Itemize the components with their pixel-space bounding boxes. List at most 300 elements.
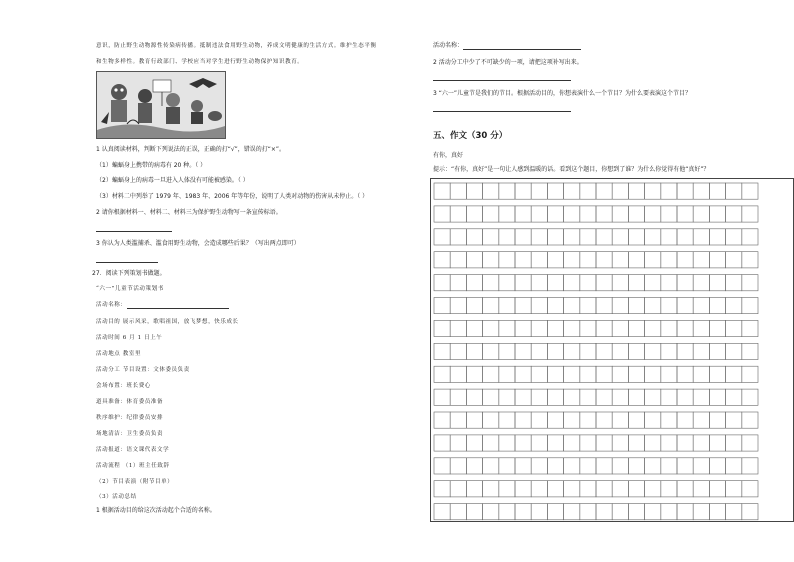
grid-cell[interactable] [612, 458, 628, 474]
grid-cell[interactable] [628, 458, 644, 474]
grid-cell[interactable] [661, 275, 677, 291]
grid-cell[interactable] [531, 252, 547, 268]
grid-cell[interactable] [531, 504, 547, 520]
grid-cell[interactable] [628, 412, 644, 428]
grid-cell[interactable] [661, 504, 677, 520]
grid-cell[interactable] [709, 366, 725, 382]
grid-cell[interactable] [612, 412, 628, 428]
grid-cell[interactable] [499, 252, 515, 268]
grid-cell[interactable] [531, 389, 547, 405]
grid-cell[interactable] [661, 183, 677, 199]
grid-cell[interactable] [677, 412, 693, 428]
grid-cell[interactable] [645, 320, 661, 336]
grid-cell[interactable] [645, 183, 661, 199]
grid-cell[interactable] [515, 275, 531, 291]
grid-cell[interactable] [742, 343, 758, 359]
grid-cell[interactable] [515, 206, 531, 222]
grid-cell[interactable] [434, 389, 450, 405]
grid-cell[interactable] [709, 458, 725, 474]
grid-cell[interactable] [628, 252, 644, 268]
answer-line[interactable] [433, 111, 571, 112]
grid-cell[interactable] [612, 389, 628, 405]
grid-cell[interactable] [515, 412, 531, 428]
grid-cell[interactable] [628, 343, 644, 359]
grid-cell[interactable] [596, 389, 612, 405]
grid-cell[interactable] [515, 298, 531, 314]
grid-cell[interactable] [693, 229, 709, 245]
grid-cell[interactable] [580, 343, 596, 359]
grid-cell[interactable] [709, 389, 725, 405]
grid-cell[interactable] [483, 320, 499, 336]
grid-cell[interactable] [612, 183, 628, 199]
grid-cell[interactable] [564, 435, 580, 451]
grid-cell[interactable] [661, 229, 677, 245]
grid-cell[interactable] [645, 252, 661, 268]
grid-cell[interactable] [677, 183, 693, 199]
grid-cell[interactable] [726, 366, 742, 382]
grid-cell[interactable] [499, 412, 515, 428]
grid-cell[interactable] [580, 183, 596, 199]
grid-cell[interactable] [677, 366, 693, 382]
grid-cell[interactable] [709, 206, 725, 222]
grid-cell[interactable] [483, 229, 499, 245]
grid-cell[interactable] [434, 412, 450, 428]
grid-cell[interactable] [450, 366, 466, 382]
grid-cell[interactable] [466, 458, 482, 474]
grid-cell[interactable] [693, 504, 709, 520]
grid-cell[interactable] [580, 206, 596, 222]
grid-cell[interactable] [742, 481, 758, 497]
grid-cell[interactable] [450, 320, 466, 336]
grid-cell[interactable] [726, 298, 742, 314]
grid-cell[interactable] [547, 183, 563, 199]
grid-cell[interactable] [466, 183, 482, 199]
grid-cell[interactable] [483, 366, 499, 382]
grid-cell[interactable] [628, 366, 644, 382]
grid-cell[interactable] [466, 206, 482, 222]
grid-cell[interactable] [531, 206, 547, 222]
answer-line[interactable] [433, 80, 571, 81]
grid-cell[interactable] [726, 206, 742, 222]
grid-cell[interactable] [677, 320, 693, 336]
grid-cell[interactable] [628, 435, 644, 451]
grid-cell[interactable] [612, 435, 628, 451]
grid-cell[interactable] [693, 343, 709, 359]
grid-cell[interactable] [742, 206, 758, 222]
grid-cell[interactable] [596, 435, 612, 451]
grid-cell[interactable] [596, 504, 612, 520]
grid-cell[interactable] [596, 458, 612, 474]
grid-cell[interactable] [483, 504, 499, 520]
grid-cell[interactable] [515, 389, 531, 405]
grid-cell[interactable] [661, 320, 677, 336]
grid-cell[interactable] [709, 298, 725, 314]
grid-cell[interactable] [742, 252, 758, 268]
grid-cell[interactable] [693, 458, 709, 474]
grid-cell[interactable] [726, 183, 742, 199]
grid-cell[interactable] [531, 343, 547, 359]
grid-cell[interactable] [434, 275, 450, 291]
grid-cell[interactable] [434, 366, 450, 382]
grid-cell[interactable] [709, 504, 725, 520]
grid-cell[interactable] [645, 435, 661, 451]
grid-cell[interactable] [466, 275, 482, 291]
grid-cell[interactable] [645, 343, 661, 359]
grid-cell[interactable] [564, 481, 580, 497]
grid-cell[interactable] [466, 298, 482, 314]
grid-cell[interactable] [531, 366, 547, 382]
grid-cell[interactable] [434, 298, 450, 314]
grid-cell[interactable] [596, 252, 612, 268]
grid-cell[interactable] [499, 481, 515, 497]
grid-cell[interactable] [499, 229, 515, 245]
grid-cell[interactable] [450, 183, 466, 199]
grid-cell[interactable] [499, 504, 515, 520]
grid-cell[interactable] [499, 458, 515, 474]
grid-cell[interactable] [450, 389, 466, 405]
grid-cell[interactable] [466, 481, 482, 497]
grid-cell[interactable] [612, 366, 628, 382]
grid-cell[interactable] [661, 458, 677, 474]
grid-cell[interactable] [645, 504, 661, 520]
grid-cell[interactable] [628, 481, 644, 497]
grid-cell[interactable] [531, 320, 547, 336]
grid-cell[interactable] [434, 504, 450, 520]
grid-cell[interactable] [596, 229, 612, 245]
grid-cell[interactable] [677, 275, 693, 291]
grid-cell[interactable] [580, 389, 596, 405]
answer-line[interactable] [96, 262, 158, 263]
grid-cell[interactable] [693, 435, 709, 451]
grid-cell[interactable] [612, 252, 628, 268]
grid-cell[interactable] [547, 343, 563, 359]
grid-cell[interactable] [434, 183, 450, 199]
grid-cell[interactable] [628, 206, 644, 222]
grid-cell[interactable] [580, 252, 596, 268]
grid-cell[interactable] [531, 458, 547, 474]
grid-cell[interactable] [450, 435, 466, 451]
grid-cell[interactable] [499, 366, 515, 382]
grid-cell[interactable] [434, 320, 450, 336]
grid-cell[interactable] [450, 343, 466, 359]
grid-cell[interactable] [580, 229, 596, 245]
grid-cell[interactable] [645, 298, 661, 314]
grid-cell[interactable] [580, 412, 596, 428]
grid-cell[interactable] [531, 229, 547, 245]
grid-cell[interactable] [547, 298, 563, 314]
grid-cell[interactable] [709, 435, 725, 451]
grid-cell[interactable] [450, 229, 466, 245]
grid-cell[interactable] [645, 389, 661, 405]
grid-cell[interactable] [612, 320, 628, 336]
grid-cell[interactable] [564, 504, 580, 520]
grid-cell[interactable] [531, 183, 547, 199]
grid-cell[interactable] [515, 458, 531, 474]
grid-cell[interactable] [499, 275, 515, 291]
grid-cell[interactable] [628, 389, 644, 405]
grid-cell[interactable] [677, 389, 693, 405]
grid-cell[interactable] [515, 481, 531, 497]
grid-cell[interactable] [693, 320, 709, 336]
grid-cell[interactable] [450, 206, 466, 222]
grid-cell[interactable] [499, 343, 515, 359]
grid-cell[interactable] [580, 435, 596, 451]
grid-cell[interactable] [564, 343, 580, 359]
grid-cell[interactable] [596, 320, 612, 336]
grid-cell[interactable] [580, 458, 596, 474]
grid-cell[interactable] [531, 412, 547, 428]
composition-grid[interactable] [430, 178, 794, 522]
grid-cell[interactable] [483, 389, 499, 405]
grid-cell[interactable] [742, 389, 758, 405]
grid-cell[interactable] [645, 275, 661, 291]
grid-cell[interactable] [547, 229, 563, 245]
grid-cell[interactable] [434, 252, 450, 268]
grid-cell[interactable] [547, 458, 563, 474]
grid-cell[interactable] [645, 412, 661, 428]
grid-cell[interactable] [483, 183, 499, 199]
grid-cell[interactable] [564, 366, 580, 382]
grid-cell[interactable] [531, 298, 547, 314]
grid-cell[interactable] [580, 504, 596, 520]
grid-cell[interactable] [547, 435, 563, 451]
grid-cell[interactable] [742, 435, 758, 451]
grid-cell[interactable] [515, 343, 531, 359]
grid-cell[interactable] [564, 206, 580, 222]
grid-cell[interactable] [693, 183, 709, 199]
grid-cell[interactable] [450, 458, 466, 474]
grid-cell[interactable] [547, 275, 563, 291]
grid-cell[interactable] [483, 343, 499, 359]
grid-cell[interactable] [547, 504, 563, 520]
grid-cell[interactable] [628, 298, 644, 314]
grid-cell[interactable] [515, 504, 531, 520]
grid-cell[interactable] [466, 504, 482, 520]
grid-cell[interactable] [515, 435, 531, 451]
grid-cell[interactable] [612, 298, 628, 314]
grid-cell[interactable] [693, 206, 709, 222]
grid-cell[interactable] [466, 412, 482, 428]
grid-cell[interactable] [661, 206, 677, 222]
grid-cell[interactable] [580, 481, 596, 497]
grid-cell[interactable] [726, 412, 742, 428]
grid-cell[interactable] [596, 366, 612, 382]
grid-cell[interactable] [742, 412, 758, 428]
grid-cell[interactable] [596, 298, 612, 314]
grid-cell[interactable] [677, 298, 693, 314]
grid-cell[interactable] [499, 183, 515, 199]
grid-cell[interactable] [547, 412, 563, 428]
grid-cell[interactable] [515, 229, 531, 245]
grid-cell[interactable] [515, 320, 531, 336]
activity-name-blank[interactable] [463, 42, 581, 50]
grid-cell[interactable] [499, 320, 515, 336]
grid-cell[interactable] [677, 504, 693, 520]
grid-cell[interactable] [483, 481, 499, 497]
grid-cell[interactable] [434, 343, 450, 359]
grid-cell[interactable] [434, 481, 450, 497]
grid-cell[interactable] [547, 481, 563, 497]
grid-cell[interactable] [709, 412, 725, 428]
grid-cell[interactable] [596, 206, 612, 222]
grid-cell[interactable] [483, 412, 499, 428]
grid-cell[interactable] [726, 435, 742, 451]
grid-cell[interactable] [726, 275, 742, 291]
grid-cell[interactable] [450, 481, 466, 497]
grid-cell[interactable] [645, 366, 661, 382]
grid-cell[interactable] [483, 206, 499, 222]
grid-cell[interactable] [661, 412, 677, 428]
grid-cell[interactable] [709, 229, 725, 245]
grid-cell[interactable] [742, 275, 758, 291]
grid-cell[interactable] [466, 343, 482, 359]
grid-cell[interactable] [726, 504, 742, 520]
grid-cell[interactable] [628, 504, 644, 520]
grid-cell[interactable] [547, 366, 563, 382]
grid-cell[interactable] [742, 366, 758, 382]
grid-cell[interactable] [434, 206, 450, 222]
grid-cell[interactable] [564, 320, 580, 336]
grid-cell[interactable] [726, 458, 742, 474]
grid-cell[interactable] [693, 481, 709, 497]
grid-cell[interactable] [450, 275, 466, 291]
grid-cell[interactable] [677, 458, 693, 474]
grid-cell[interactable] [709, 275, 725, 291]
grid-cell[interactable] [596, 275, 612, 291]
grid-cell[interactable] [742, 183, 758, 199]
grid-cell[interactable] [742, 458, 758, 474]
grid-cell[interactable] [596, 183, 612, 199]
grid-cell[interactable] [693, 298, 709, 314]
grid-cell[interactable] [645, 229, 661, 245]
grid-cell[interactable] [515, 366, 531, 382]
grid-cell[interactable] [693, 275, 709, 291]
grid-cell[interactable] [466, 389, 482, 405]
grid-cell[interactable] [596, 412, 612, 428]
grid-cell[interactable] [547, 206, 563, 222]
grid-cell[interactable] [547, 389, 563, 405]
grid-cell[interactable] [709, 481, 725, 497]
grid-cell[interactable] [628, 320, 644, 336]
grid-cell[interactable] [612, 343, 628, 359]
grid-cell[interactable] [677, 229, 693, 245]
grid-cell[interactable] [450, 252, 466, 268]
grid-cell[interactable] [612, 504, 628, 520]
grid-cell[interactable] [693, 366, 709, 382]
grid-cell[interactable] [709, 343, 725, 359]
grid-cell[interactable] [742, 504, 758, 520]
grid-cell[interactable] [499, 298, 515, 314]
grid-cell[interactable] [661, 343, 677, 359]
grid-cell[interactable] [499, 389, 515, 405]
grid-cell[interactable] [580, 275, 596, 291]
grid-cell[interactable] [628, 183, 644, 199]
grid-cell[interactable] [661, 252, 677, 268]
grid-cell[interactable] [499, 435, 515, 451]
grid-cell[interactable] [483, 252, 499, 268]
grid-cell[interactable] [726, 343, 742, 359]
grid-cell[interactable] [434, 229, 450, 245]
grid-cell[interactable] [661, 298, 677, 314]
grid-cell[interactable] [661, 435, 677, 451]
grid-cell[interactable] [693, 389, 709, 405]
grid-cell[interactable] [466, 366, 482, 382]
grid-cell[interactable] [466, 320, 482, 336]
grid-cell[interactable] [434, 435, 450, 451]
grid-cell[interactable] [515, 252, 531, 268]
grid-cell[interactable] [564, 229, 580, 245]
grid-cell[interactable] [742, 320, 758, 336]
grid-cell[interactable] [547, 252, 563, 268]
grid-cell[interactable] [466, 229, 482, 245]
grid-cell[interactable] [450, 412, 466, 428]
grid-cell[interactable] [677, 252, 693, 268]
grid-cell[interactable] [483, 458, 499, 474]
grid-cell[interactable] [596, 481, 612, 497]
grid-cell[interactable] [531, 481, 547, 497]
grid-cell[interactable] [564, 252, 580, 268]
grid-cell[interactable] [661, 366, 677, 382]
grid-cell[interactable] [661, 389, 677, 405]
grid-cell[interactable] [645, 481, 661, 497]
grid-cell[interactable] [645, 458, 661, 474]
grid-cell[interactable] [628, 229, 644, 245]
grid-cell[interactable] [434, 458, 450, 474]
grid-cell[interactable] [677, 343, 693, 359]
grid-cell[interactable] [580, 366, 596, 382]
grid-cell[interactable] [499, 206, 515, 222]
grid-cell[interactable] [726, 389, 742, 405]
grid-cell[interactable] [483, 275, 499, 291]
grid-cell[interactable] [661, 481, 677, 497]
grid-cell[interactable] [645, 206, 661, 222]
grid-cell[interactable] [677, 435, 693, 451]
grid-cell[interactable] [742, 229, 758, 245]
grid-cell[interactable] [742, 298, 758, 314]
grid-cell[interactable] [466, 252, 482, 268]
grid-cell[interactable] [531, 435, 547, 451]
grid-cell[interactable] [709, 320, 725, 336]
grid-cell[interactable] [564, 458, 580, 474]
grid-cell[interactable] [726, 481, 742, 497]
grid-cell[interactable] [564, 183, 580, 199]
grid-cell[interactable] [547, 320, 563, 336]
grid-cell[interactable] [466, 435, 482, 451]
grid-cell[interactable] [677, 206, 693, 222]
grid-cell[interactable] [726, 320, 742, 336]
grid-cell[interactable] [596, 343, 612, 359]
plan-name-blank[interactable] [127, 301, 229, 309]
grid-cell[interactable] [677, 481, 693, 497]
grid-cell[interactable] [564, 389, 580, 405]
grid-cell[interactable] [531, 275, 547, 291]
grid-cell[interactable] [693, 252, 709, 268]
grid-cell[interactable] [515, 183, 531, 199]
grid-cell[interactable] [580, 298, 596, 314]
grid-cell[interactable] [564, 298, 580, 314]
grid-cell[interactable] [450, 504, 466, 520]
grid-cell[interactable] [483, 435, 499, 451]
grid-cell[interactable] [564, 412, 580, 428]
grid-cell[interactable] [564, 275, 580, 291]
grid-cell[interactable] [726, 252, 742, 268]
grid-cell[interactable] [726, 229, 742, 245]
grid-cell[interactable] [693, 412, 709, 428]
grid-cell[interactable] [612, 275, 628, 291]
grid-cell[interactable] [612, 481, 628, 497]
grid-cell[interactable] [483, 298, 499, 314]
grid-cell[interactable] [709, 183, 725, 199]
